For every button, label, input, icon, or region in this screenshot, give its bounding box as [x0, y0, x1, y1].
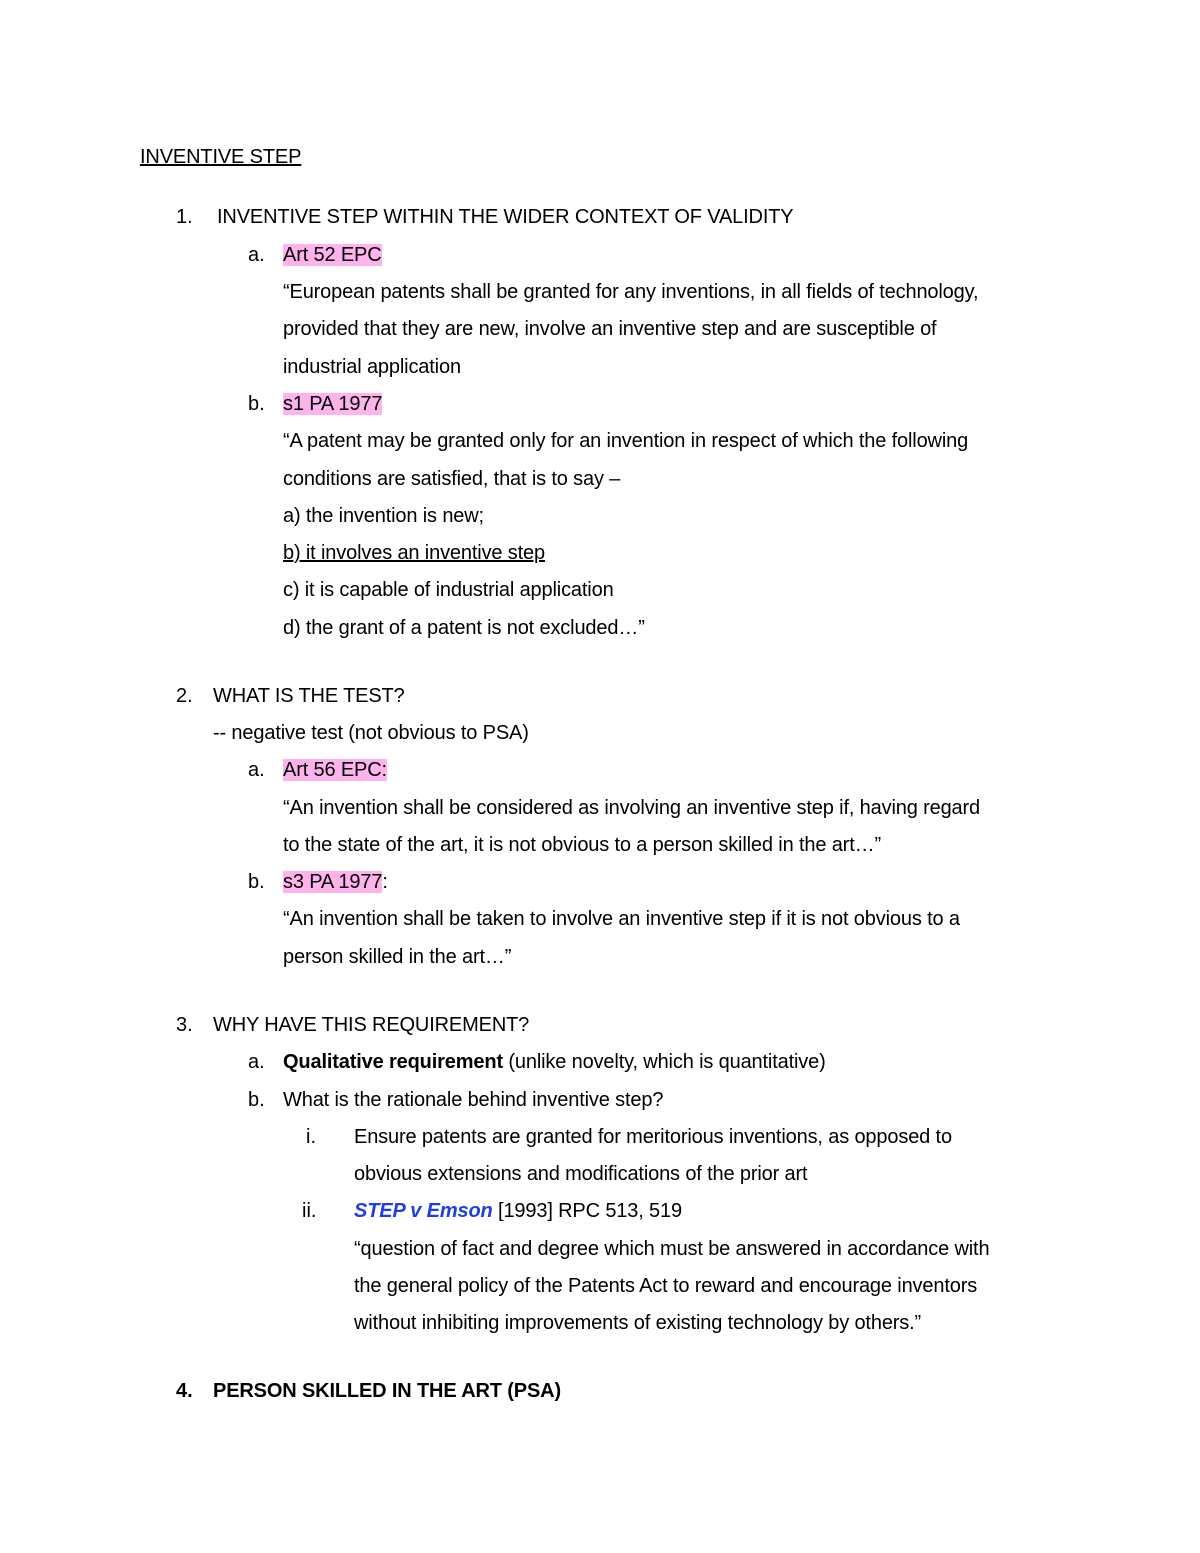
quote-line: provided that they are new, involve an inventive step and are susceptible of — [283, 318, 937, 340]
quote-line: a) the invention is new; — [283, 505, 484, 527]
quote-line: without inhibiting improvements of existing technology by others.” — [354, 1312, 922, 1334]
section-number: 3. — [176, 1014, 193, 1036]
quote-line: “European patents shall be granted for any inventions, in all fields of technology, — [283, 281, 979, 303]
item-marker: b. — [248, 393, 265, 415]
subitem-marker: i. — [306, 1126, 316, 1148]
item-marker: a. — [248, 244, 265, 266]
document-title: INVENTIVE STEP — [140, 146, 302, 168]
section-heading: WHY HAVE THIS REQUIREMENT? — [213, 1014, 530, 1036]
requirement-text: (unlike novelty, which is quantitative) — [502, 1051, 826, 1073]
quote-line: “A patent may be granted only for an invention in respect of which the following — [283, 430, 969, 452]
section-number: 2. — [176, 685, 193, 707]
quote-line: c) it is capable of industrial application — [283, 579, 614, 601]
quote-line: “An invention shall be taken to involve an inventive step if it is not obvious to a — [283, 908, 960, 930]
statute-label-text: s3 PA 1977 — [283, 871, 383, 893]
section-number: 4. — [176, 1380, 193, 1402]
case-reference — [354, 1198, 682, 1224]
requirement-line — [283, 1049, 826, 1075]
quote-line: the general policy of the Patents Act to reward and encourage inventors — [354, 1275, 978, 1297]
section-number: 1. — [176, 206, 193, 228]
item-marker: b. — [248, 1089, 265, 1111]
quote-line: person skilled in the art…” — [283, 946, 512, 968]
section-heading: WHAT IS THE TEST? — [213, 685, 405, 707]
rationale-question: What is the rationale behind inventive step? — [283, 1089, 664, 1111]
section-heading: PERSON SKILLED IN THE ART (PSA) — [213, 1380, 561, 1402]
subitem-line: obvious extensions and modifications of the prior art — [354, 1163, 808, 1185]
statute-label-text: s1 PA 1977 — [283, 393, 383, 415]
item-marker: a. — [248, 759, 265, 781]
subitem-marker: ii. — [302, 1200, 317, 1222]
quote-line: “An invention shall be considered as involving an inventive step if, having regard — [283, 797, 981, 819]
statute-label — [283, 757, 387, 783]
statute-label-text: Art 52 EPC — [283, 244, 382, 266]
item-marker: b. — [248, 871, 265, 893]
quote-line: “question of fact and degree which must be answered in accordance with — [354, 1238, 990, 1260]
quote-line-underlined: b) it involves an inventive step — [283, 542, 546, 564]
quote-line: industrial application — [283, 356, 461, 378]
case-citation: [1993] RPC 513, 519 — [492, 1200, 682, 1222]
statute-label — [283, 869, 388, 895]
section-heading: INVENTIVE STEP WITHIN THE WIDER CONTEXT OF VALIDITY — [217, 206, 794, 228]
item-marker: a. — [248, 1051, 265, 1073]
case-name: STEP v Emson — [354, 1200, 493, 1222]
statute-label — [283, 242, 382, 268]
section-note: -- negative test (not obvious to PSA) — [213, 722, 529, 744]
statute-label-text: Art 56 EPC — [283, 759, 382, 781]
statute-label-suffix: : — [381, 759, 387, 781]
quote-line: d) the grant of a patent is not excluded…” — [283, 617, 645, 639]
statute-label — [283, 391, 382, 417]
statute-label-suffix: : — [382, 871, 388, 893]
requirement-label: Qualitative requirement — [283, 1051, 503, 1073]
quote-line: conditions are satisfied, that is to say – — [283, 468, 621, 490]
subitem-line: Ensure patents are granted for meritorious inventions, as opposed to — [354, 1126, 952, 1148]
quote-line: to the state of the art, it is not obvious to a person skilled in the art…” — [283, 834, 881, 856]
